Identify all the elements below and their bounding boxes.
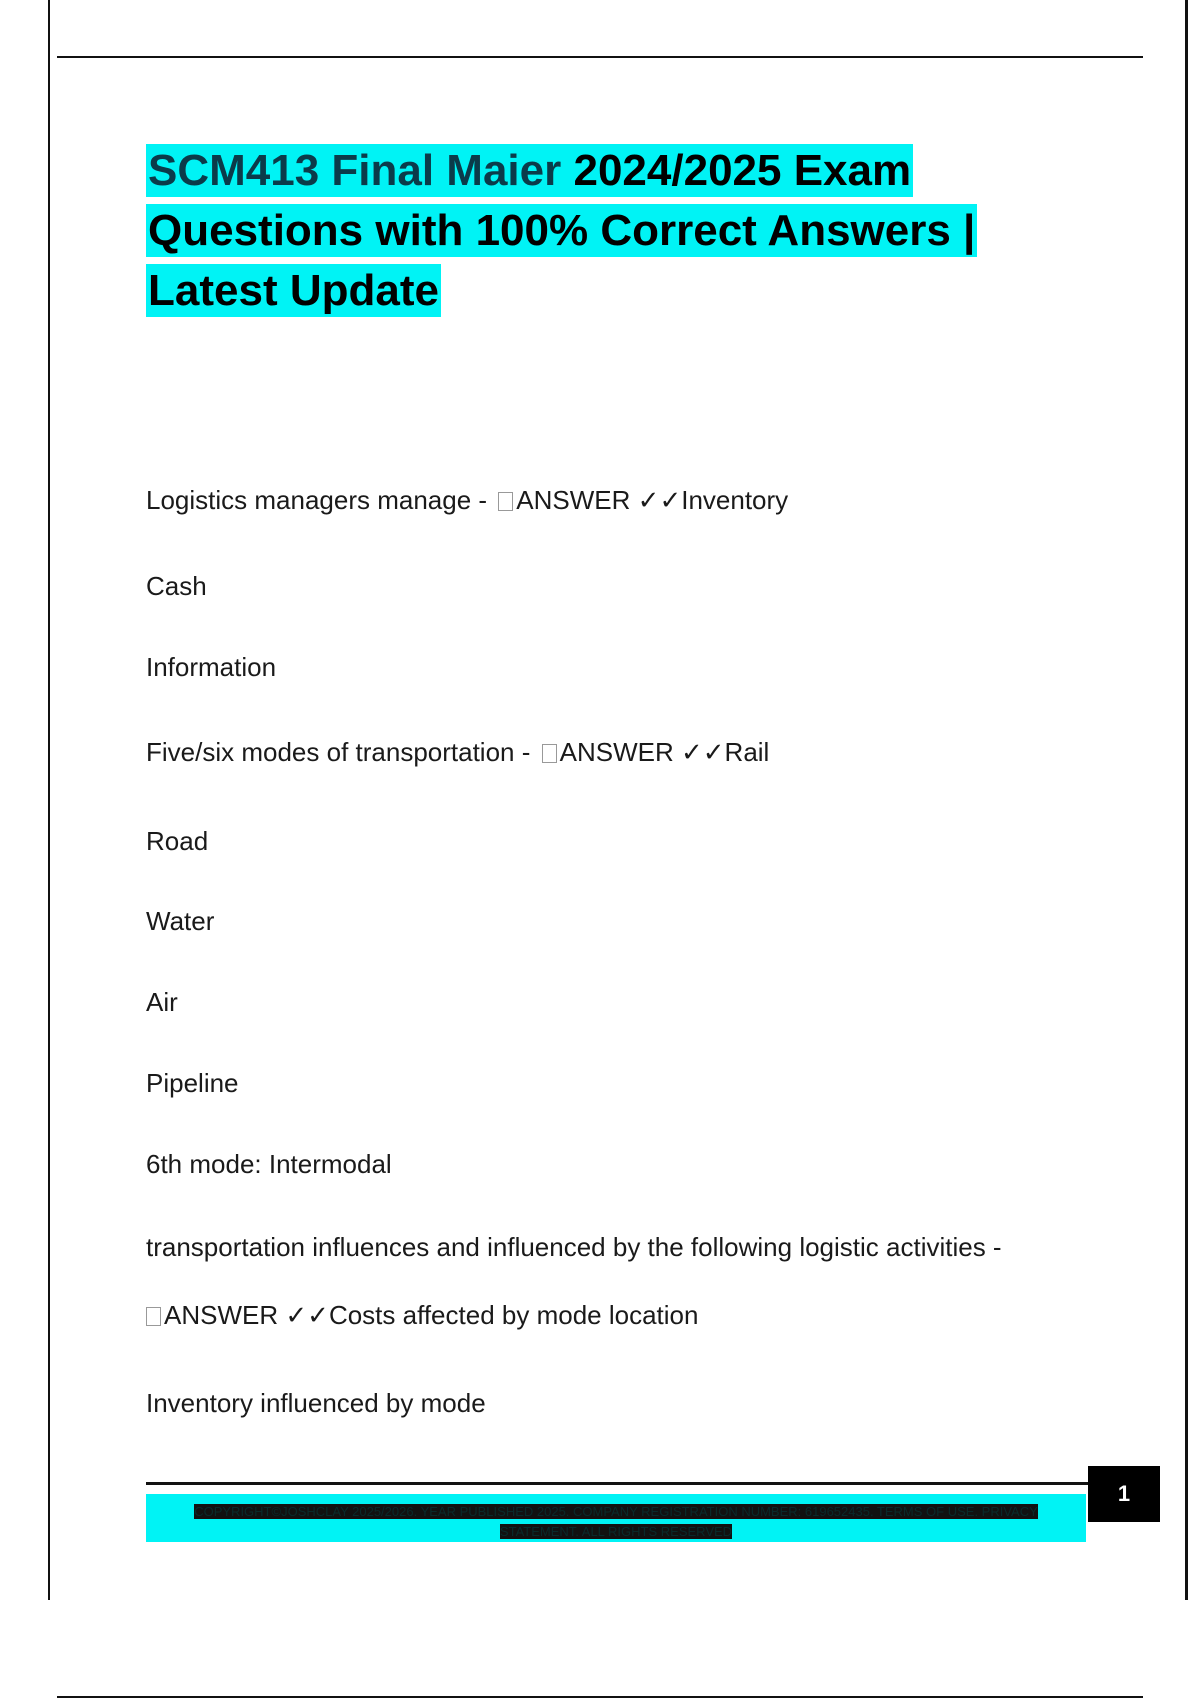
- double-check-icon: ✓✓: [637, 486, 682, 516]
- answer-marker: ANSWER: [559, 737, 674, 767]
- copyright-footer: [146, 1494, 1086, 1542]
- title-course-name: SCM413 Final Maier: [148, 146, 562, 195]
- page-left-border: [48, 0, 50, 1600]
- copyright-line-1: COPYRIGHT©JOSHCLAY 2025/2026. YEAR PUBLISHED 2025. COMPANY REGISTRATION NUMBER: 619652435. TERMS OF USE. PRIVACY: [194, 1504, 1038, 1519]
- document-title: [146, 141, 1086, 321]
- page-number: 1: [1088, 1466, 1160, 1522]
- answer-line-air: Air: [146, 987, 178, 1017]
- answer-line-road: Road: [146, 826, 209, 856]
- question-text: Logistics managers manage -: [146, 485, 495, 515]
- double-check-icon: ✓✓: [285, 1301, 329, 1331]
- double-check-icon: ✓✓: [680, 738, 725, 768]
- answer-marker: ANSWER: [164, 1300, 279, 1330]
- answer-line-information: Information: [146, 652, 277, 682]
- header-rule: [57, 56, 1143, 58]
- answer-marker: ANSWER: [516, 485, 631, 515]
- answer-line-intermodal: 6th mode: Intermodal: [146, 1149, 392, 1179]
- title-line-2: Questions with 100% Correct Answers |: [148, 206, 976, 255]
- answer-line-pipeline: Pipeline: [146, 1068, 239, 1098]
- next-page-top-rule: [57, 1696, 1143, 1698]
- title-line-3: Latest Update: [148, 266, 439, 315]
- answer-text: Rail: [724, 737, 770, 767]
- page-right-border: [1185, 0, 1188, 1600]
- title-year-exam: 2024/2025 Exam: [561, 146, 912, 195]
- answer-line-cash: Cash: [146, 571, 207, 601]
- answer-line-inventory-mode: Inventory influenced by mode: [146, 1388, 486, 1418]
- qa-answer-costs: [146, 1299, 698, 1332]
- missing-glyph-icon: [498, 492, 513, 511]
- answer-line-water: Water: [146, 906, 215, 936]
- question-text: Five/six modes of transportation -: [146, 737, 538, 767]
- qa-item-modes-of-transportation: [146, 736, 769, 769]
- missing-glyph-icon: [542, 744, 557, 763]
- footer-rule: [146, 1482, 1091, 1485]
- answer-text: Costs affected by mode location: [328, 1300, 699, 1330]
- qa-item-logistics-managers: [146, 484, 788, 517]
- question-transportation-influences: transportation influences and influenced by the following logistic activities -: [146, 1232, 1002, 1262]
- missing-glyph-icon: [146, 1307, 161, 1326]
- answer-text: Inventory: [681, 485, 789, 515]
- copyright-line-2: STATEMENT. ALL RIGHTS RESERVED: [499, 1524, 733, 1539]
